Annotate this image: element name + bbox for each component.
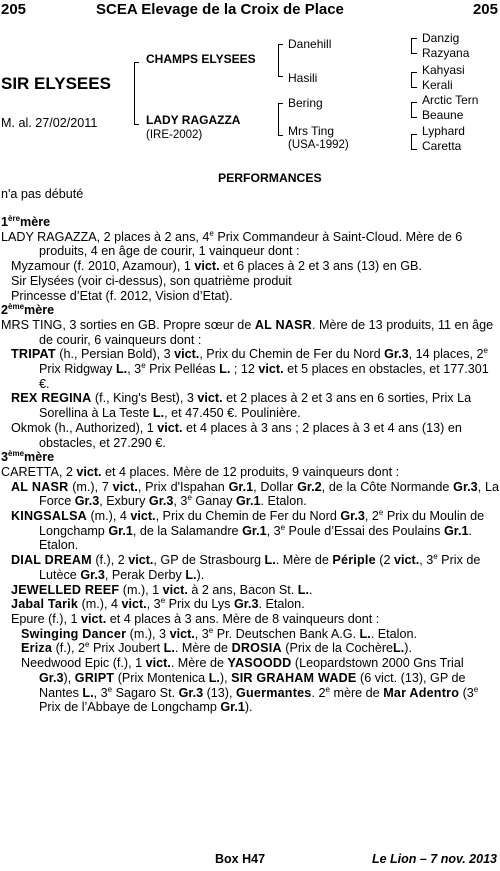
paragraph: Princesse d’Etat (f. 2012, Vision d’Etat).: [11, 288, 233, 303]
pedigree-g3: Danzig: [422, 31, 460, 45]
pedigree-dam-dam-note: (USA-1992): [288, 139, 349, 151]
pedigree-g3: Kerali: [422, 78, 453, 92]
paragraph: Sir Elysées (voir ci-dessus), son quatrième produit: [11, 273, 292, 288]
performances-heading: PERFORMANCES: [218, 171, 322, 185]
pedigree-bracket: [411, 72, 417, 88]
pedigree-g3: Kahyasi: [422, 63, 465, 77]
paragraph: TRIPAT (h., Persian Bold), 3 vict., Prix du Chemin de Fer du Nord Gr.3, 14 places, 2e Prix Ridgway L., 3e Prix Pelléas L. ; 12 vict. et 5 places en obstacles, et 177.301 €.: [11, 346, 489, 391]
paragraph: KINGSALSA (m.), 4 vict., Prix du Chemin de Fer du Nord Gr.3, 2e Prix du Moulin de Longchamp Gr.1, de la Salamandre Gr.1, 3e Poule d’Essai des Poulains Gr.1. Etalon.: [11, 507, 485, 553]
page-number-right: 205: [472, 1, 498, 18]
paragraph: Eriza (f.), 2e Prix Joubert L.. Mère de DROSIA (Prix de la CochèreL.).: [21, 640, 412, 656]
pedigree-bracket: [411, 38, 417, 54]
pedigree-g3: Lyphard: [422, 124, 465, 138]
pedigree-dam-dam: Mrs Ting: [288, 124, 335, 138]
footer-sale: Le Lion – 7 nov. 2013: [371, 852, 497, 866]
paragraph: Myzamour (f. 2010, Azamour), 1 vict. et 6 places à 2 et 3 ans (13) en GB.: [11, 259, 422, 274]
paragraph: Needwood Epic (f.), 1 vict.. Mère de YASOODD (Leopardstown 2000 Gns Trial Gr.3), GRIPT (Prix Montenica L.), SIR GRAHAM WADE (6 vict. (13), GP de Nantes L., 3e Sagaro St. Gr.3 (13), Guermantes. 2e mère de Mar Adentro (3e Prix de l’Abbaye de Longchamp Gr.1).: [21, 656, 479, 715]
pedigree-sire-sire: Danehill: [288, 37, 332, 51]
race-status: n'a pas débuté: [1, 187, 84, 201]
footer-box: Box H47: [215, 852, 266, 866]
pedigree-sire: CHAMPS ELYSEES: [146, 52, 256, 66]
paragraph: AL NASR (m.), 7 vict., Prix d'Ispahan Gr.1, Dollar Gr.2, de la Côte Normande Gr.3, La Force Gr.3, Exbury Gr.3, 3e Ganay Gr.1. Etalon.: [11, 479, 499, 509]
pedigree-dam-note: (IRE-2002): [146, 129, 203, 141]
pedigree-bracket: [278, 103, 283, 136]
pedigree-bracket: [134, 62, 139, 125]
paragraph: Jabal Tarik (m.), 4 vict., 3e Prix du Lys Gr.3. Etalon.: [11, 596, 305, 612]
page-number-left: 205: [1, 1, 27, 18]
paragraph: MRS TING, 3 sorties en GB. Propre sœur de AL NASR. Mère de 13 produits, 11 en âge de courir, 6 vainqueurs dont :: [1, 317, 494, 347]
page-title: SCEA Elevage de la Croix de Place: [96, 1, 344, 18]
pedigree-g3: Beaune: [422, 108, 464, 122]
horse-details: M. al. 27/02/2011: [1, 116, 98, 130]
pedigree-g3: Caretta: [422, 139, 462, 153]
pedigree-bracket: [278, 44, 283, 77]
section-heading: 1èremère: [1, 213, 51, 229]
pedigree-sire-dam: Hasili: [288, 71, 318, 85]
pedigree-bracket: [411, 102, 417, 118]
section-heading: 3èmemère: [1, 449, 55, 465]
paragraph: REX REGINA (f., King's Best), 3 vict. et 2 places à 2 et 3 ans en 6 sorties, Prix La Sorellina à La Teste L., et 47.450 €. Poulinière.: [11, 391, 472, 421]
paragraph: LADY RAGAZZA, 2 places à 2 ans, 4e Prix Commandeur à Saint-Cloud. Mère de 6 produits, 4 en âge de courir, 1 vainqueur dont :: [1, 228, 463, 259]
pedigree-g3: Razyana: [422, 46, 470, 60]
paragraph: DIAL DREAM (f.), 2 vict., GP de Strasbourg L.. Mère de Périple (2 vict., 3e Prix de Lutèce Gr.3, Perak Derby L.).: [11, 551, 481, 582]
pedigree-dam: LADY RAGAZZA: [146, 113, 241, 127]
paragraph: JEWELLED REEF (m.), 1 vict. à 2 ans, Bacon St. L..: [11, 582, 313, 597]
pedigree-bracket: [411, 134, 417, 150]
pedigree-dam-sire: Bering: [288, 96, 323, 110]
dam-family-text: [1, 215, 499, 715]
horse-name: SIR ELYSEES: [1, 74, 111, 93]
paragraph: Swinging Dancer (m.), 3 vict., 3e Pr. Deutschen Bank A.G. L.. Etalon.: [21, 625, 417, 641]
paragraph: CARETTA, 2 vict. et 4 places. Mère de 12 produits, 9 vainqueurs dont :: [1, 464, 400, 479]
paragraph: Okmok (h., Authorized), 1 vict. et 4 places à 3 ans ; 2 places à 3 et 4 ans (13) en obstacles, et 27.290 €.: [11, 420, 462, 450]
paragraph: Epure (f.), 1 vict. et 4 places à 3 ans. Mère de 8 vainqueurs dont :: [11, 611, 380, 626]
section-heading: 2èmemère: [1, 302, 55, 318]
pedigree-g3: Arctic Tern: [422, 93, 479, 107]
